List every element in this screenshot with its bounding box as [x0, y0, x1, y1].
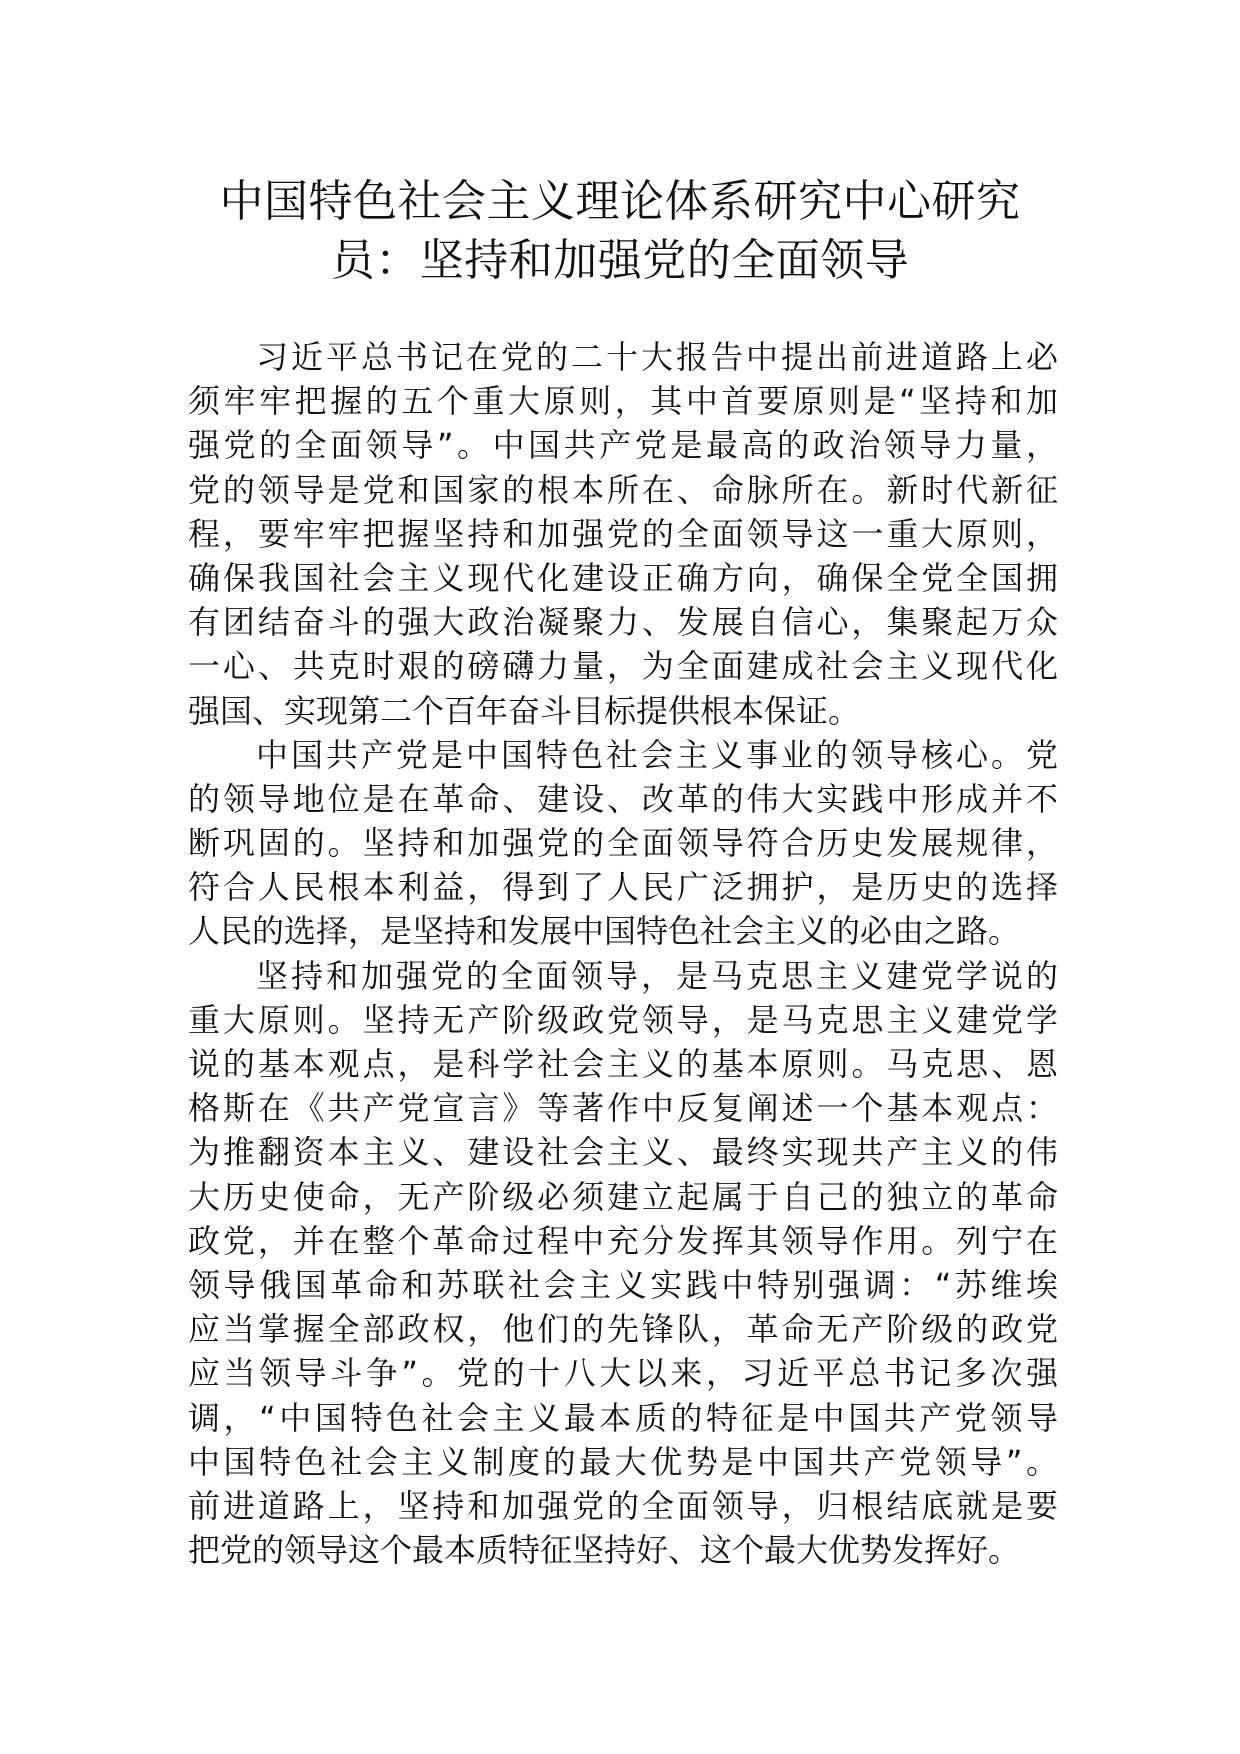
paragraph-line: 一心、共克时艰的磅礴力量，为全面建成社会主义现代化 — [188, 647, 1058, 686]
paragraph-line: 须牢牢把握的五个重大原则，其中首要原则是“坚持和加 — [188, 382, 1058, 421]
paragraph-line: 中国特色社会主义制度的最大优势是中国共产党领导”。 — [188, 1442, 1058, 1481]
paragraph-line: 应当领导斗争”。党的十八大以来，习近平总书记多次强 — [188, 1354, 1058, 1393]
paragraph-line: 的领导地位是在革命、建设、改革的伟大实践中形成并不 — [188, 779, 1058, 818]
document-title-line-2: 员：坚持和加强党的全面领导 — [330, 235, 910, 286]
paragraph-line: 为推翻资本主义、建设社会主义、最终实现共产主义的伟 — [188, 1133, 1058, 1172]
paragraph-2 — [188, 733, 1058, 954]
paragraph-line: 领导俄国革命和苏联社会主义实践中特别强调：“苏维埃 — [188, 1265, 1058, 1304]
paragraph-3 — [188, 954, 1058, 1573]
paragraph-line: 习近平总书记在党的二十大报告中提出前进道路上必 — [256, 338, 1058, 376]
paragraph-line: 前进道路上，坚持和加强党的全面领导，归根结底就是要 — [188, 1486, 1058, 1525]
paragraph-line: 应当掌握全部政权，他们的先锋队，革命无产阶级的政党 — [188, 1310, 1058, 1349]
paragraph-line: 中国共产党是中国特色社会主义事业的领导核心。党 — [256, 735, 1058, 774]
document-title-line-1: 中国特色社会主义理论体系研究中心研究 — [219, 176, 1021, 227]
paragraph-line: 人民的选择，是坚持和发展中国特色社会主义的必由之路。 — [188, 912, 1021, 951]
paragraph-line: 大历史使命，无产阶级必须建立起属于自己的独立的革命 — [188, 1177, 1058, 1216]
paragraph-line: 坚持和加强党的全面领导，是马克思主义建党学说的 — [256, 956, 1058, 995]
paragraph-line: 调，“中国特色社会主义最本质的特征是中国共产党领导 — [188, 1398, 1058, 1437]
paragraph-line: 说的基本观点，是科学社会主义的基本原则。马克思、恩 — [188, 1045, 1058, 1083]
paragraph-line: 强党的全面领导”。中国共产党是最高的政治领导力量， — [188, 426, 1058, 465]
paragraph-line: 政党，并在整个革命过程中充分发挥其领导作用。列宁在 — [188, 1221, 1058, 1260]
paragraph-line: 格斯在《共产党宣言》等著作中反复阐述一个基本观点： — [188, 1089, 1058, 1128]
paragraph-1 — [188, 335, 1058, 733]
paragraph-line: 断巩固的。坚持和加强党的全面领导符合历史发展规律， — [188, 824, 1058, 863]
paragraph-line: 把党的领导这个最本质特征坚持好、这个最大优势发挥好。 — [188, 1531, 1021, 1570]
paragraph-line: 符合人民根本利益，得到了人民广泛拥护，是历史的选择 — [188, 868, 1058, 907]
paragraph-line: 程，要牢牢把握坚持和加强党的全面领导这一重大原则， — [188, 514, 1058, 553]
paragraph-line: 党的领导是党和国家的根本所在、命脉所在。新时代新征 — [188, 470, 1058, 509]
paragraph-line: 重大原则。坚持无产阶级政党领导，是马克思主义建党学 — [188, 1000, 1058, 1039]
paragraph-line: 强国、实现第二个百年奋斗目标提供根本保证。 — [188, 691, 861, 730]
document-body — [188, 335, 1058, 1572]
paragraph-line: 有团结奋斗的强大政治凝聚力、发展自信心，集聚起万众 — [188, 603, 1058, 642]
paragraph-line: 确保我国社会主义现代化建设正确方向，确保全党全国拥 — [188, 558, 1058, 597]
